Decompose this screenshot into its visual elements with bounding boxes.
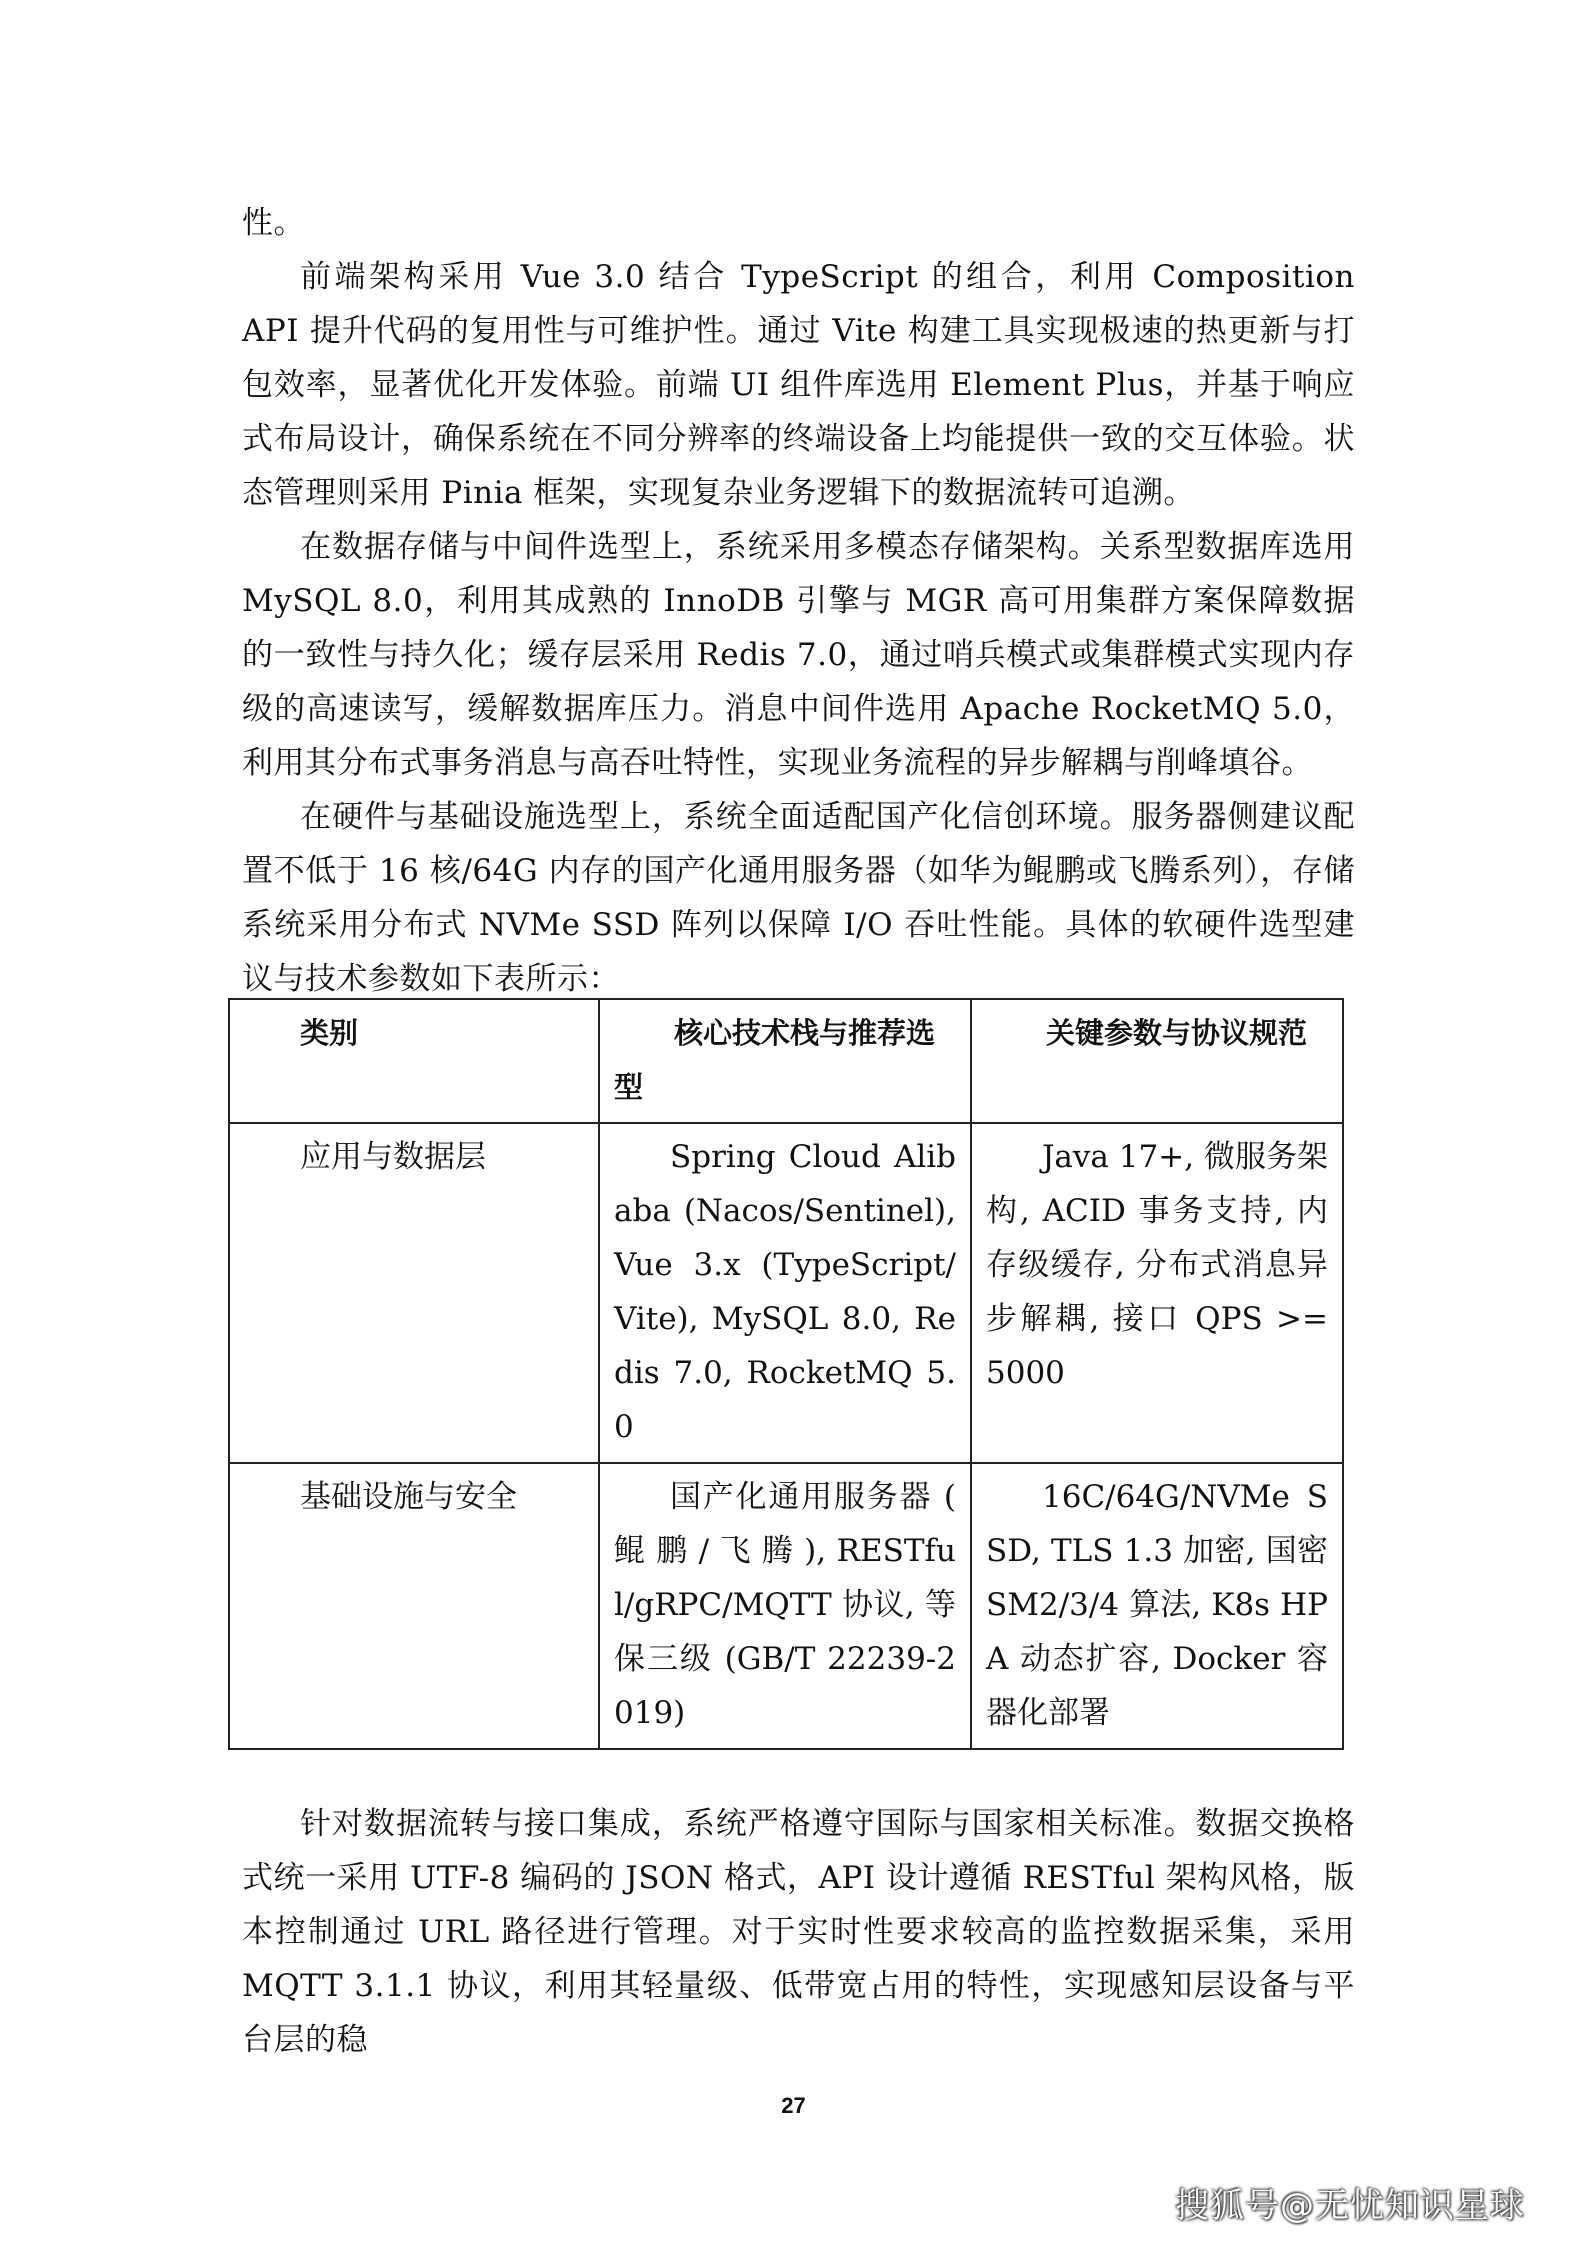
body-text-top: [242, 196, 1355, 1006]
table-cell-params: 16C/64G/NVMe SSD, TLS 1.3 加密, 国密 SM2/3/4 算法, K8s HPA 动态扩容, Docker 容器化部署: [971, 1463, 1343, 1749]
table-cell-params: Java 17+, 微服务架构, ACID 事务支持, 内存级缓存, 分布式消息异步解耦, 接口 QPS >= 5000: [971, 1123, 1343, 1463]
source-watermark: 搜狐号@无忧知识星球: [1175, 2186, 1525, 2226]
table-header-params: 关键参数与协议规范: [971, 999, 1343, 1123]
table-row: [229, 1463, 1343, 1749]
body-text-bottom: [242, 1797, 1355, 2067]
table-header-category: 类别: [229, 999, 599, 1123]
table-row: [229, 1123, 1343, 1463]
page-number: 27: [781, 2093, 806, 2118]
tech-selection-table: [228, 998, 1344, 1750]
table-cell-stack: 国产化通用服务器 ( 鲲 鹏 / 飞 腾 ), RESTful/gRPC/MQTT 协议, 等保三级 (GB/T 22239-2019): [599, 1463, 971, 1749]
paragraph-data-exchange: 针对数据流转与接口集成，系统严格遵守国际与国家相关标准。数据交换格式统一采用 UTF-8 编码的 JSON 格式，API 设计遵循 RESTful 架构风格，版本控制通过 URL 路径进行管理。对于实时性要求较高的监控数据采集，采用 MQTT 3.1.1 协议，利用其轻量级、低带宽占用的特性，实现感知层设备与平台层的稳: [242, 1806, 1355, 2058]
paragraph-frontend-architecture: 前端架构采用 Vue 3.0 结合 TypeScript 的组合，利用 Composition API 提升代码的复用性与可维护性。通过 Vite 构建工具实现极速的热更新与打包效率，显著优化开发体验。前端 UI 组件库选用 Element Plus，并基于响应式布局设计，确保系统在不同分辨率的终端设备上均能提供一致的交互体验。状态管理则采用 Pinia 框架，实现复杂业务逻辑下的数据流转可追溯。: [242, 259, 1355, 511]
table-cell-stack: Spring Cloud Alibaba (Nacos/Sentinel), Vue 3.x (TypeScript/Vite), MySQL 8.0, Redis 7.0, RocketMQ 5.0: [599, 1123, 971, 1463]
table-header-row: [229, 999, 1343, 1123]
table-cell-category: 基础设施与安全: [229, 1463, 599, 1749]
table-cell-category: 应用与数据层: [229, 1123, 599, 1463]
paragraph-continuation: 性。: [242, 205, 305, 241]
paragraph-hardware-infrastructure: 在硬件与基础设施选型上，系统全面适配国产化信创环境。服务器侧建议配置不低于 16 核/64G 内存的国产化通用服务器（如华为鲲鹏或飞腾系列），存储系统采用分布式 NVMe SSD 阵列以保障 I/O 吞吐性能。具体的软硬件选型建议与技术参数如下表所示：: [242, 799, 1355, 997]
paragraph-data-storage: 在数据存储与中间件选型上，系统采用多模态存储架构。关系型数据库选用 MySQL 8.0，利用其成熟的 InnoDB 引擎与 MGR 高可用集群方案保障数据的一致性与持久化；缓存层采用 Redis 7.0，通过哨兵模式或集群模式实现内存级的高速读写，缓解数据库压力。消息中间件选用 Apache RocketMQ 5.0，利用其分布式事务消息与高吞吐特性，实现业务流程的异步解耦与削峰填谷。: [242, 529, 1355, 781]
table-header-stack: 核心技术栈与推荐选型: [599, 999, 971, 1123]
